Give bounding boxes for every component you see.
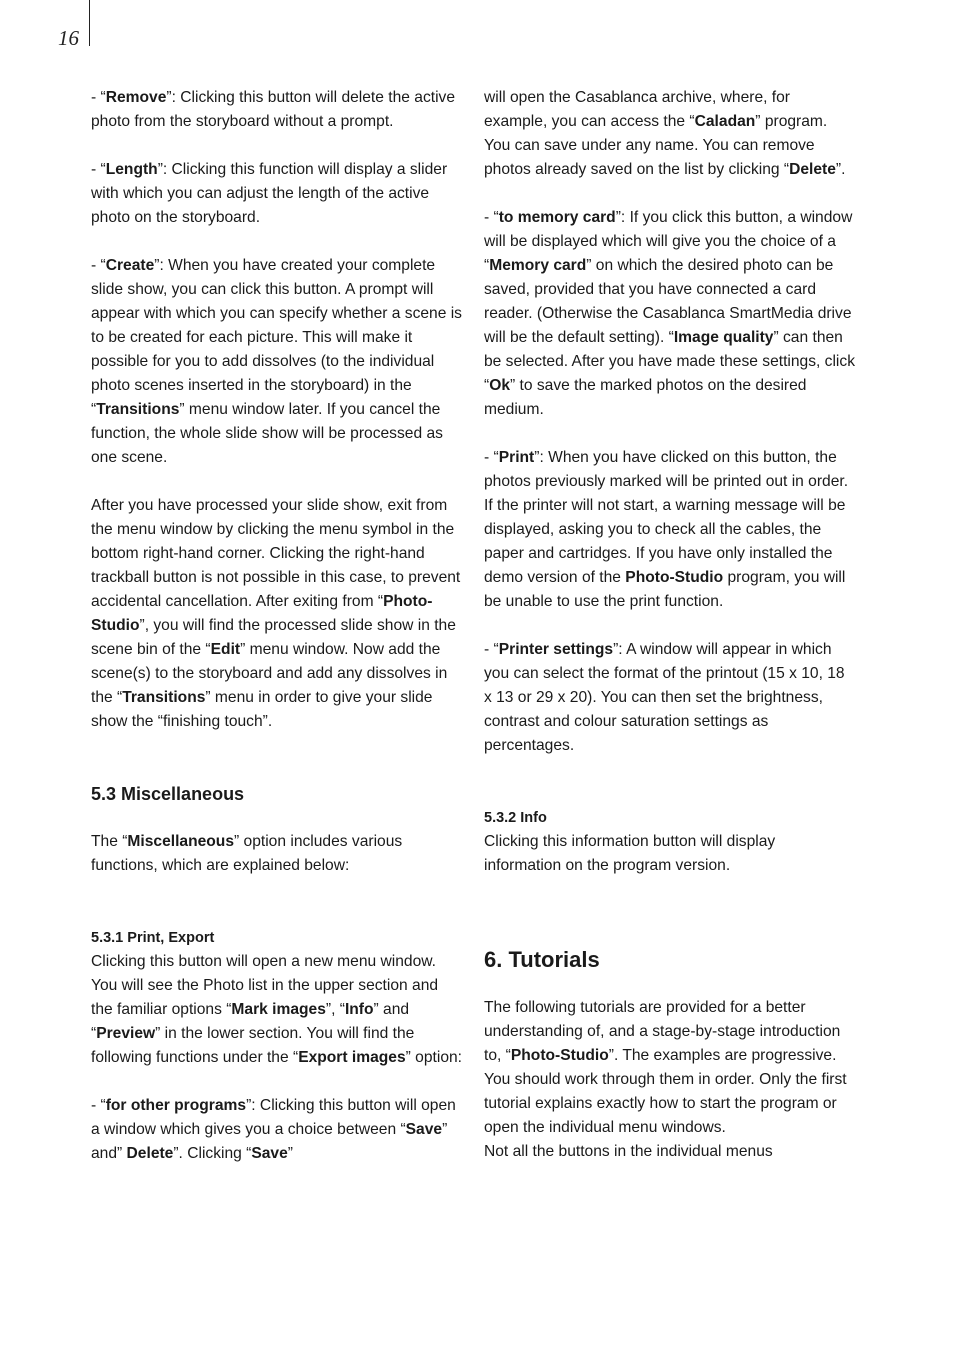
tutorials-paragraph: The following tutorials are provided for a better understanding of, and a stage-by-stage introduction to, “Photo-Studio”. The examples are progressive. You should work through them in order. Only the first tutorial explains exactly how to start the program or open the individual menu windows. Not all the buttons in the individual menus — [484, 999, 847, 1160]
page-divider-rule — [89, 0, 90, 46]
after-processing-paragraph: After you have processed your slide show, exit from the menu window by clicking the menu symbol in the bottom right-hand corner. Clicking the right-hand trackball button is not possible in this case, to prevent accidental cancellation. After exiting from “Photo-Studio”, you will find the processed slide show in the scene bin of the “Edit” menu window. Now add the scene(s) to the storyboard and add any dissolves in the “Transitions” menu in order to give your slide show the “finishing touch”. — [91, 497, 461, 730]
left-column — [91, 86, 463, 1166]
remove-paragraph: - “Remove”: Clicking this button will delete the active photo from the storyboard without a prompt. — [91, 89, 456, 130]
other-programs-paragraph: - “for other programs”: Clicking this button will open a window which gives you a choice between “Save” and” Delete”. Clicking “Save” — [91, 1097, 456, 1162]
length-paragraph: - “Length”: Clicking this function will display a slider with which you can adjust the length of the active photo on the storyboard. — [91, 161, 448, 226]
print-paragraph: - “Print”: When you have clicked on this button, the photos previously marked will be printed out in order. If the printer will not start, a warning message will be displayed, asking you to check all the cables, the paper and cartridges. If you have only installed the demo version of the Photo-Studio program, you will be unable to use the print function. — [484, 449, 849, 610]
memory-card-paragraph: - “to memory card”: If you click this button, a window will be displayed which will give you the choice of a “Memory card” on which the desired photo can be saved, provided that you have connected a card reader. (Otherwise the Casablanca SmartMedia drive will be the default setting). “Image quality” can then be selected. After you have made these settings, click “Ok” to save the marked photos on the desired medium. — [484, 209, 855, 418]
printer-settings-paragraph: - “Printer settings”: A window will appear in which you can select the format of the printout (15 x 10, 18 x 13 or 29 x 20). You can then set the brightness, contrast and colour saturation settings as percentages. — [484, 641, 845, 754]
create-paragraph: - “Create”: When you have created your complete slide show, you can click this button. A prompt will appear with which you can specify whether a scene is to be created for each picture. This will make it possible for you to add dissolves (to the individual photo scenes inserted in the storyboard) in the “Transitions” menu window later. If you cancel the function, the whole slide show will be processed as one scene. — [91, 257, 462, 466]
remove-term: Remove — [105, 89, 167, 106]
length-term: Length — [105, 161, 158, 178]
print-export-paragraph: Clicking this button will open a new menu window. You will see the Photo list in the upper section and the familiar options “Mark images”, “Info” and “Preview” in the lower section. You will find the following functions under the “Export images” option: — [91, 953, 463, 1066]
info-paragraph: Clicking this information button will display information on the program version. — [484, 833, 776, 874]
subsection-heading-print-export: 5.3.1 Print, Export — [91, 930, 215, 946]
archive-paragraph: will open the Casablanca archive, where, for example, you can access the “Caladan” program. You can save under any name. You can remove photos already saved on the list by clicking “Delete”. — [484, 89, 846, 178]
page-number: 16 — [58, 26, 79, 50]
section-heading-tutorials: 6. Tutorials — [484, 947, 600, 972]
miscellaneous-intro: The “Miscellaneous” option includes various functions, which are explained below: — [91, 833, 403, 874]
create-term: Create — [105, 257, 155, 274]
right-column — [484, 86, 856, 1164]
subsection-heading-info: 5.3.2 Info — [484, 810, 547, 826]
section-heading-miscellaneous: 5.3 Miscellaneous — [91, 784, 245, 804]
